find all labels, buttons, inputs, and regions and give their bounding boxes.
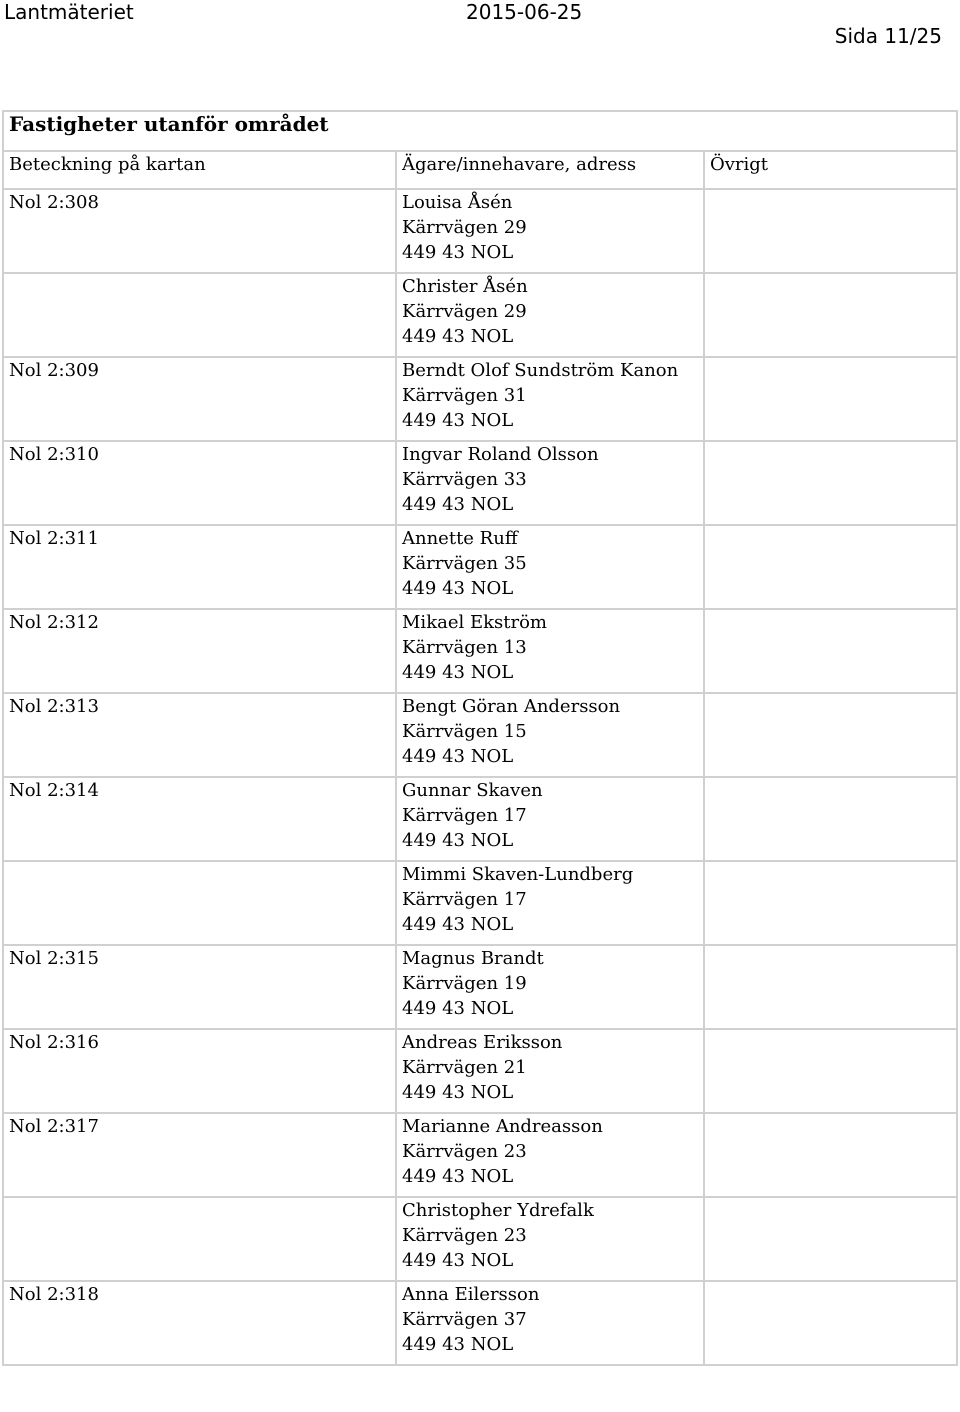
- owner-postal: 449 43 NOL: [402, 410, 514, 431]
- property-designation: Nol 2:309: [3, 357, 396, 441]
- owner-name: Marianne Andreasson: [402, 1116, 603, 1137]
- owner-postal: 449 43 NOL: [402, 326, 514, 347]
- owner-name: Mikael Ekström: [402, 612, 547, 633]
- owner-name: Magnus Brandt: [402, 948, 544, 969]
- owner-address: [396, 1029, 704, 1113]
- owner-postal: 449 43 NOL: [402, 662, 514, 683]
- property-designation: Nol 2:310: [3, 441, 396, 525]
- owner-postal: 449 43 NOL: [402, 1082, 514, 1103]
- other-notes: [704, 1281, 957, 1365]
- other-notes: [704, 357, 957, 441]
- table-row: [3, 1029, 957, 1113]
- other-notes: [704, 945, 957, 1029]
- section-title-row: [3, 111, 957, 151]
- owner-name: Anna Eilersson: [402, 1284, 540, 1305]
- other-notes: [704, 609, 957, 693]
- owner-address: [396, 189, 704, 273]
- owner-street: Kärrvägen 31: [402, 385, 527, 406]
- owner-postal: 449 43 NOL: [402, 494, 514, 515]
- document-date: 2015-06-25: [466, 0, 583, 24]
- column-header-row: [3, 151, 957, 189]
- owner-name: Gunnar Skaven: [402, 780, 543, 801]
- owner-street: Kärrvägen 35: [402, 553, 527, 574]
- owner-address: [396, 1113, 704, 1197]
- owner-street: Kärrvägen 19: [402, 973, 527, 994]
- owner-postal: 449 43 NOL: [402, 830, 514, 851]
- owner-street: Kärrvägen 29: [402, 217, 527, 238]
- owner-street: Kärrvägen 37: [402, 1309, 527, 1330]
- owner-address: [396, 357, 704, 441]
- table-row: [3, 525, 957, 609]
- property-designation: Nol 2:316: [3, 1029, 396, 1113]
- other-notes: [704, 1113, 957, 1197]
- owner-name: Christer Åsén: [402, 276, 528, 297]
- page-number: Sida 11/25: [834, 24, 942, 48]
- other-notes: [704, 1197, 957, 1281]
- owner-postal: 449 43 NOL: [402, 1334, 514, 1355]
- property-designation: Nol 2:317: [3, 1113, 396, 1197]
- table-row: [3, 861, 957, 945]
- owner-name: Berndt Olof Sundström Kanon: [402, 360, 679, 381]
- property-designation: Nol 2:308: [3, 189, 396, 273]
- organization-name: Lantmäteriet: [4, 0, 134, 24]
- table-row: [3, 357, 957, 441]
- table-row: [3, 189, 957, 273]
- owner-address: [396, 609, 704, 693]
- other-notes: [704, 1029, 957, 1113]
- table-row: [3, 1281, 957, 1365]
- other-notes: [704, 441, 957, 525]
- property-designation: [3, 861, 396, 945]
- column-header-agare: Ägare/innehavare, adress: [396, 151, 704, 189]
- owner-street: Kärrvägen 15: [402, 721, 527, 742]
- owner-street: Kärrvägen 21: [402, 1057, 527, 1078]
- property-designation: Nol 2:313: [3, 693, 396, 777]
- other-notes: [704, 861, 957, 945]
- owner-address: [396, 777, 704, 861]
- property-designation: [3, 273, 396, 357]
- table-row: [3, 441, 957, 525]
- owner-name: Mimmi Skaven-Lundberg: [402, 864, 634, 885]
- property-designation: Nol 2:312: [3, 609, 396, 693]
- column-header-beteckning: Beteckning på kartan: [3, 151, 396, 189]
- owner-name: Louisa Åsén: [402, 192, 513, 213]
- table-row: [3, 1113, 957, 1197]
- owner-street: Kärrvägen 23: [402, 1141, 527, 1162]
- owner-postal: 449 43 NOL: [402, 242, 514, 263]
- owner-postal: 449 43 NOL: [402, 578, 514, 599]
- owner-address: [396, 1281, 704, 1365]
- table-row: [3, 273, 957, 357]
- owner-street: Kärrvägen 29: [402, 301, 527, 322]
- owner-postal: 449 43 NOL: [402, 746, 514, 767]
- owner-name: Andreas Eriksson: [402, 1032, 563, 1053]
- owner-address: [396, 1197, 704, 1281]
- owner-postal: 449 43 NOL: [402, 998, 514, 1019]
- owner-address: [396, 693, 704, 777]
- owner-name: Christopher Ydrefalk: [402, 1200, 594, 1221]
- owner-address: [396, 441, 704, 525]
- section-title: Fastigheter utanför området: [3, 111, 957, 151]
- property-designation: [3, 1197, 396, 1281]
- owner-street: Kärrvägen 33: [402, 469, 527, 490]
- owner-name: Annette Ruff: [402, 528, 518, 549]
- owner-postal: 449 43 NOL: [402, 1166, 514, 1187]
- owner-postal: 449 43 NOL: [402, 914, 514, 935]
- owner-address: [396, 861, 704, 945]
- properties-table: [2, 110, 958, 1366]
- property-designation: Nol 2:315: [3, 945, 396, 1029]
- owner-name: Bengt Göran Andersson: [402, 696, 621, 717]
- property-designation: Nol 2:311: [3, 525, 396, 609]
- other-notes: [704, 189, 957, 273]
- owner-address: [396, 273, 704, 357]
- owner-street: Kärrvägen 17: [402, 805, 527, 826]
- column-header-ovrigt: Övrigt: [704, 151, 957, 189]
- other-notes: [704, 525, 957, 609]
- owner-name: Ingvar Roland Olsson: [402, 444, 599, 465]
- other-notes: [704, 693, 957, 777]
- table-row: [3, 945, 957, 1029]
- property-designation: Nol 2:318: [3, 1281, 396, 1365]
- other-notes: [704, 273, 957, 357]
- owner-address: [396, 525, 704, 609]
- owner-postal: 449 43 NOL: [402, 1250, 514, 1271]
- owner-street: Kärrvägen 23: [402, 1225, 527, 1246]
- property-designation: Nol 2:314: [3, 777, 396, 861]
- table-row: [3, 1197, 957, 1281]
- table-row: [3, 693, 957, 777]
- owner-address: [396, 945, 704, 1029]
- owner-street: Kärrvägen 13: [402, 637, 527, 658]
- table-row: [3, 777, 957, 861]
- owner-street: Kärrvägen 17: [402, 889, 527, 910]
- other-notes: [704, 777, 957, 861]
- table-row: [3, 609, 957, 693]
